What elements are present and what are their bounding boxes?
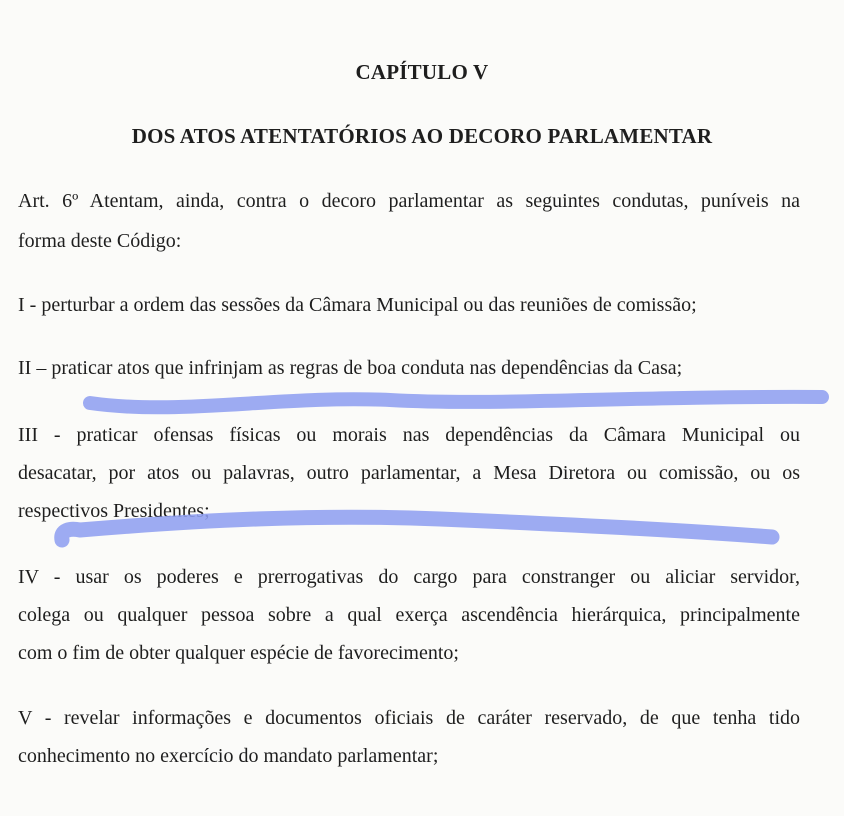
item-ii: II – praticar atos que infrinjam as regras de boa conduta nas dependências da Casa; xyxy=(18,357,683,379)
chapter-heading: CAPÍTULO V xyxy=(355,60,489,84)
chapter-title: DOS ATOS ATENTATÓRIOS AO DECORO PARLAMENTAR xyxy=(131,124,713,148)
article-line-1: Art. 6º Atentam, ainda, contra o decoro parlamentar as seguintes condutas, puníveis na xyxy=(18,190,800,212)
item-iv-line-1: IV - usar os poderes e prerrogativas do cargo para constranger ou aliciar servidor, xyxy=(18,566,800,588)
item-v-line-1: V - revelar informações e documentos oficiais de caráter reservado, de que tenha tido xyxy=(18,707,800,729)
item-i: I - perturbar a ordem das sessões da Câmara Municipal ou das reuniões de comissão; xyxy=(18,294,697,316)
item-iv-line-3: com o fim de obter qualquer espécie de favorecimento; xyxy=(18,642,459,664)
item-iii-line-1: III - praticar ofensas físicas ou morais nas dependências da Câmara Municipal ou xyxy=(18,424,800,446)
item-iii-line-3: respectivos Presidentes; xyxy=(18,500,210,522)
item-iii-line-2: desacatar, por atos ou palavras, outro parlamentar, a Mesa Diretora ou comissão, ou os xyxy=(18,462,800,484)
article-line-2: forma deste Código: xyxy=(18,230,182,252)
item-v-line-2: conhecimento no exercício do mandato parlamentar; xyxy=(18,745,439,767)
item-iv-line-2: colega ou qualquer pessoa sobre a qual exerça ascendência hierárquica, principalmente xyxy=(18,604,800,626)
highlight-stroke-1 xyxy=(90,397,822,407)
